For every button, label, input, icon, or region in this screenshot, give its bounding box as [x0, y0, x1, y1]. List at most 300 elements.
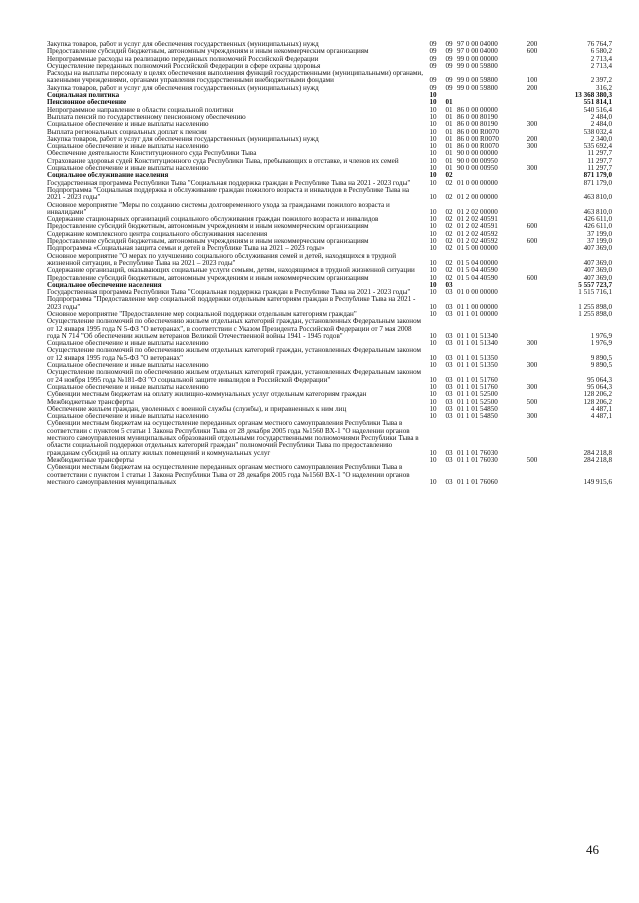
row-section-code: 10 — [429, 398, 437, 406]
row-name: Осуществление полномочий по обеспечению жильем отдельных категорий граждан, установленных Федеральным законом от 24 ноября 1995 года №181-ФЗ "О социальной защите инвалидов в Российской Федерации" — [47, 369, 421, 384]
row-name: Непрограммное направление в области социальной политики — [47, 106, 234, 114]
row-target-article-code: 99 0 00 59800 — [457, 84, 498, 92]
row-target-article-code: 99 0 00 59800 — [457, 62, 498, 70]
row-expense-type-code: 200 — [526, 135, 538, 143]
row-name: Социальное обеспечение и иные выплаты населению — [47, 362, 209, 370]
row-name: Основное мероприятие "Меры по созданию системы долговременного ухода за гражданами пожилого возраста и инвалидами" — [47, 201, 390, 216]
row-section-code: 10 — [429, 113, 437, 121]
row-expense-type-code — [521, 114, 543, 121]
row-section-code: 10 — [429, 405, 437, 413]
row-expense-type-code — [521, 245, 543, 252]
row-name: Расходы на выплаты персоналу в целях обеспечения выполнения функций государственными (муниципальными) органами, казенными учреждениями, органами управления государственными внебюджетными фондами — [47, 70, 423, 85]
row-amount: 426 611,0 — [583, 216, 612, 224]
row-amount: 128 206,2 — [583, 391, 612, 399]
row-section-code: 10 — [429, 143, 437, 151]
row-expense-type-code: 300 — [526, 383, 538, 391]
table-row — [47, 172, 612, 179]
row-expense-type-code: 600 — [526, 238, 538, 246]
row-expense-type-code: 500 — [526, 456, 538, 464]
table-row — [47, 362, 612, 369]
table-row — [47, 202, 612, 217]
row-subsection-code: 09 — [445, 62, 453, 70]
table-row — [47, 187, 612, 202]
row-amount: 871 179,0 — [583, 179, 612, 187]
row-section-code: 10 — [429, 157, 437, 165]
row-name: Субвенции местным бюджетам на осуществление переданных органам местного самоуправления Республики Тыва в соответствии с пунктом 1 статьи 1 Закона Республики Тыва от 28 декабря 2005 года №1560 ВХ-1 "О наделении органов местного самоуправления муниципальных — [47, 464, 410, 486]
row-target-article-code: 01 1 01 51340 — [457, 331, 498, 340]
table-row — [47, 464, 612, 486]
row-section-code: 10 — [429, 310, 437, 318]
row-name: Обеспечение деятельности Конституционного суда Республики Тыва — [47, 150, 257, 158]
table-row — [47, 92, 612, 99]
row-section-code: 10 — [429, 150, 437, 158]
row-target-article-code: 97 0 00 04000 — [457, 41, 498, 48]
row-amount: 1 976,9 — [590, 340, 612, 348]
table-row — [47, 114, 612, 121]
row-amount: 463 810,0 — [583, 193, 612, 202]
row-expense-type-code — [521, 253, 543, 268]
row-target-article-code: 99 0 00 59800 — [457, 76, 498, 85]
table-row — [47, 48, 612, 55]
row-name: Предоставление субсидий бюджетным, автономным учреждениям и иным некоммерческим организациям — [47, 223, 369, 231]
row-section-code: 10 — [429, 179, 437, 187]
row-expense-type-code — [521, 158, 543, 165]
row-target-article-code: 01 2 02 40592 — [457, 238, 498, 246]
row-target-article-code — [457, 99, 521, 106]
row-target-article-code: 01 1 00 00000 — [457, 302, 498, 311]
row-expense-type-code — [521, 56, 543, 63]
row-amount: 11 297,7 — [587, 150, 612, 158]
table-row — [47, 275, 612, 282]
row-name: Закупка товаров, работ и услуг для обеспечения государственных (муниципальных) нужд — [47, 84, 319, 92]
table-row — [47, 129, 612, 136]
row-target-article-code: 01 0 00 00000 — [457, 179, 498, 187]
row-expense-type-code: 300 — [526, 121, 538, 129]
row-expense-type-code: 200 — [526, 41, 538, 48]
row-section-code: 10 — [429, 281, 437, 289]
row-subsection-code: 02 — [445, 172, 453, 180]
table-row — [47, 245, 612, 252]
table-row — [47, 158, 612, 165]
row-subsection-code: 02 — [445, 274, 453, 282]
row-name: Социальное обеспечение и иные выплаты населению — [47, 383, 209, 391]
table-row — [47, 406, 612, 413]
row-name: Содержание организаций, оказывающих социальные услуги семьям, детям, находящимся в трудной жизненной ситуации — [47, 267, 415, 275]
row-name: Подпрограмма "Социальная поддержка и обслуживание граждан пожилого возраста и инвалидов в Республике Тыва на 2021 - 2023 годы" — [47, 186, 410, 202]
row-name: Осуществление переданных полномочий Российской Федерации в сфере охраны здоровья — [47, 62, 321, 70]
row-subsection-code: 03 — [445, 281, 453, 289]
row-name: Социальное обеспечение и иные выплаты населению — [47, 143, 209, 151]
row-subsection-code: 03 — [445, 477, 453, 486]
row-amount: 37 199,0 — [587, 230, 612, 238]
table-row — [47, 420, 612, 456]
table-row — [47, 121, 612, 128]
row-name: Социальное обеспечение и иные выплаты населению — [47, 121, 209, 129]
row-section-code: 10 — [429, 172, 437, 180]
row-subsection-code: 02 — [445, 207, 453, 216]
row-subsection-code: 02 — [445, 223, 453, 231]
row-name: Межбюджетные трансферты — [47, 456, 134, 464]
row-name: Осуществление полномочий по обеспечению жильем отдельных категорий граждан, установленных Федеральным законом от 12 января 1995 года №5-ФЗ "О ветеранах" — [47, 347, 421, 362]
row-target-article-code: 01 5 04 40590 — [457, 267, 498, 275]
row-expense-type-code — [521, 311, 543, 318]
row-section-code: 10 — [429, 477, 437, 486]
row-subsection-code: 03 — [445, 331, 453, 340]
row-expense-type-code — [521, 464, 543, 486]
table-row — [47, 267, 612, 274]
row-amount: 95 064,3 — [587, 383, 612, 391]
row-section-code: 10 — [429, 274, 437, 282]
row-amount: 407 369,0 — [583, 258, 612, 267]
row-name: Межбюджетные трансферты — [47, 398, 134, 406]
row-expense-type-code — [521, 150, 543, 157]
row-amount: 9 890,5 — [590, 362, 612, 370]
row-expense-type-code: 300 — [526, 413, 538, 421]
table-row — [47, 180, 612, 187]
row-target-article-code: 01 1 01 54850 — [457, 405, 498, 413]
table-row — [47, 399, 612, 406]
row-name: Пенсионное обеспечение — [47, 99, 127, 107]
row-name: Подпрограмма «Социальная защита семьи и детей в Республике Тыва на 2021 – 2023 годы» — [47, 245, 325, 253]
table-row — [47, 56, 612, 63]
row-target-article-code: 01 1 01 51350 — [457, 353, 498, 362]
row-expense-type-code — [521, 180, 543, 187]
row-amount: 128 206,2 — [583, 398, 612, 406]
row-name: Государственная программа Республики Тыва "Социальная поддержка граждан в Республике Тыва на 2021 - 2023 годы" — [47, 289, 411, 297]
row-target-article-code: 90 0 00 00950 — [457, 157, 498, 165]
row-amount: 1 255 898,0 — [578, 310, 612, 318]
row-target-article-code: 86 0 00 00000 — [457, 106, 498, 114]
row-name: Содержание стационарных организаций социального обслуживания граждан пожилого возраста и инвалидов — [47, 216, 379, 224]
table-row — [47, 289, 612, 296]
table-row — [47, 99, 612, 106]
row-expense-type-code — [521, 289, 543, 296]
row-subsection-code: 01 — [445, 121, 453, 129]
row-target-article-code: 86 0 00 R0070 — [457, 143, 499, 151]
row-amount: 2 397,2 — [590, 76, 612, 85]
row-section-code: 10 — [429, 375, 437, 384]
table-row — [47, 136, 612, 143]
row-target-article-code: 01 5 00 00000 — [457, 245, 498, 253]
table-row — [47, 63, 612, 70]
row-amount: 2 340,0 — [590, 135, 612, 143]
row-section-code: 10 — [429, 92, 437, 100]
budget-table — [47, 41, 612, 486]
row-target-article-code — [457, 282, 521, 289]
row-expense-type-code — [521, 99, 543, 106]
row-expense-type-code — [521, 347, 543, 362]
row-subsection-code: 03 — [445, 448, 453, 457]
row-name: Выплата пенсий по государственному пенсионному обеспечению — [47, 113, 246, 121]
table-row — [47, 107, 612, 114]
row-amount: 407 369,0 — [583, 267, 612, 275]
row-target-article-code: 90 0 00 00950 — [457, 165, 498, 173]
row-target-article-code: 01 1 01 51760 — [457, 383, 498, 391]
row-subsection-code: 03 — [445, 456, 453, 464]
row-section-code: 10 — [429, 448, 437, 457]
row-target-article-code: 01 5 04 40590 — [457, 274, 498, 282]
table-row — [47, 340, 612, 347]
row-expense-type-code — [521, 231, 543, 238]
row-subsection-code: 03 — [445, 353, 453, 362]
row-section-code: 10 — [429, 135, 437, 143]
row-target-article-code: 99 0 00 00000 — [457, 55, 498, 63]
row-amount: 6 580,2 — [590, 48, 612, 56]
row-section-code: 10 — [429, 391, 437, 399]
row-name: Предоставление субсидий бюджетным, автономным учреждениям и иным некоммерческим организациям — [47, 274, 369, 282]
budget-table-body — [47, 41, 612, 486]
row-expense-type-code: 200 — [526, 84, 538, 92]
row-expense-type-code: 600 — [526, 223, 538, 231]
row-target-article-code: 97 0 00 04000 — [457, 48, 498, 56]
row-target-article-code: 86 0 00 80190 — [457, 113, 498, 121]
row-expense-type-code — [521, 369, 543, 384]
row-amount: 426 611,0 — [583, 223, 612, 231]
row-subsection-code — [441, 92, 457, 99]
row-subsection-code: 09 — [445, 76, 453, 85]
row-section-code: 10 — [429, 99, 437, 107]
row-section-code: 10 — [429, 353, 437, 362]
table-row — [47, 216, 612, 223]
row-target-article-code: 01 1 01 76030 — [457, 448, 498, 457]
row-expense-type-code: 100 — [526, 76, 538, 85]
row-target-article-code — [457, 92, 521, 99]
table-row — [47, 41, 612, 48]
row-name: Субвенции местным бюджетам на оплату жилищно-коммунальных услуг отдельным категориям граждан — [47, 391, 367, 399]
row-subsection-code: 02 — [445, 258, 453, 267]
table-row — [47, 70, 612, 85]
row-name: Социальное обслуживание населения — [47, 172, 169, 180]
page-number: 46 — [586, 842, 599, 857]
row-expense-type-code — [521, 202, 543, 217]
row-expense-type-code — [521, 172, 543, 179]
row-target-article-code: 01 1 01 51350 — [457, 362, 498, 370]
table-row — [47, 253, 612, 268]
row-expense-type-code — [521, 318, 543, 340]
row-section-code: 10 — [429, 413, 437, 421]
row-subsection-code: 01 — [445, 128, 453, 136]
row-section-code: 10 — [429, 121, 437, 129]
row-name: Социальное обеспечение и иные выплаты населению — [47, 340, 209, 348]
row-name: Осуществление полномочий по обеспечению жильем отдельных категорий граждан, установленных Федеральным законом от 12 января 1995 года N 5-ФЗ "О ветеранах", в соответствии с Указом Президента Российской Федерации от 7 мая 2008 года N 714 "Об обеспечении жильем ветеранов Великой Отечественной войны 1941 - 1945 годов" — [47, 318, 421, 340]
row-subsection-code: 03 — [445, 405, 453, 413]
table-row — [47, 150, 612, 157]
row-section-code: 09 — [429, 76, 437, 85]
row-name: Непрограммные расходы на реализацию переданных полномочий Российской Федерации — [47, 55, 319, 63]
row-amount: 11 297,7 — [587, 157, 612, 165]
row-name: Предоставление субсидий бюджетным, автономным учреждениям и иным некоммерческим организациям — [47, 48, 369, 56]
row-amount: 76 764,7 — [587, 41, 612, 48]
row-name: Обеспечение жильем граждан, уволенных с военной службы (службы), и приравненных к ним лиц — [47, 405, 347, 413]
row-section-code: 10 — [429, 456, 437, 464]
row-subsection-code: 03 — [445, 340, 453, 348]
row-amount: 407 369,0 — [583, 274, 612, 282]
row-target-article-code: 01 2 00 00000 — [457, 193, 498, 202]
row-section-code: 10 — [429, 230, 437, 238]
row-amount: 871 179,0 — [583, 172, 612, 180]
row-section-code: 10 — [429, 245, 437, 253]
row-amount: 2 484,0 — [590, 121, 612, 129]
row-subsection-code: 01 — [445, 106, 453, 114]
row-section-code: 10 — [429, 340, 437, 348]
row-subsection-code: 02 — [445, 216, 453, 224]
table-row — [47, 143, 612, 150]
row-amount: 407 369,0 — [583, 245, 612, 253]
row-section-code: 10 — [429, 302, 437, 311]
row-target-article-code: 01 1 01 00000 — [457, 310, 498, 318]
row-expense-type-code — [521, 420, 543, 456]
row-subsection-code: 09 — [445, 55, 453, 63]
row-subsection-code: 01 — [445, 165, 453, 173]
row-subsection-code: 02 — [445, 230, 453, 238]
row-amount: 463 810,0 — [583, 207, 612, 216]
row-amount: 535 692,4 — [583, 143, 612, 151]
row-expense-type-code: 300 — [526, 143, 538, 151]
row-subsection-code: 01 — [445, 157, 453, 165]
row-expense-type-code — [521, 267, 543, 274]
row-amount: 540 516,4 — [583, 106, 612, 114]
row-amount: 4 487,1 — [590, 413, 612, 421]
row-name: Социальное обеспечение и иные выплаты населению — [47, 165, 209, 173]
row-section-code: 09 — [429, 84, 437, 92]
table-row — [47, 318, 612, 340]
row-target-article-code: 01 1 01 76060 — [457, 477, 498, 486]
row-section-code: 10 — [429, 216, 437, 224]
table-row — [47, 282, 612, 289]
row-section-code: 10 — [429, 238, 437, 246]
row-subsection-code: 03 — [445, 398, 453, 406]
row-target-article-code: 01 2 02 40592 — [457, 230, 498, 238]
row-name: Закупка товаров, работ и услуг для обеспечения государственных (муниципальных) нужд — [47, 135, 319, 143]
table-row — [47, 223, 612, 230]
row-expense-type-code — [521, 107, 543, 114]
table-row — [47, 296, 612, 311]
row-subsection-code: 03 — [445, 362, 453, 370]
table-row — [47, 457, 612, 464]
row-target-article-code: 01 5 04 00000 — [457, 258, 498, 267]
row-amount: 11 297,7 — [587, 165, 612, 173]
table-row — [47, 384, 612, 391]
row-expense-type-code: 300 — [526, 340, 538, 348]
row-subsection-code: 09 — [445, 41, 453, 48]
row-section-code: 10 — [429, 106, 437, 114]
row-name: Подпрограмма "Предоставление мер социальной поддержки отдельным категориям граждан в Республике Тыва на 2021 - 2023 годы" — [47, 296, 416, 311]
row-section-code: 09 — [429, 62, 437, 70]
row-amount: 95 064,3 — [587, 375, 612, 384]
row-target-article-code: 01 1 01 51760 — [457, 375, 498, 384]
row-target-article-code: 01 0 00 00000 — [457, 289, 498, 297]
row-section-code: 09 — [429, 41, 437, 48]
row-section-code: 10 — [429, 128, 437, 136]
row-amount: 149 915,6 — [583, 477, 612, 486]
row-amount: 1 515 716,1 — [578, 289, 612, 297]
row-expense-type-code — [521, 296, 543, 311]
row-amount: 5 557 723,7 — [578, 281, 612, 289]
row-subsection-code: 03 — [445, 375, 453, 384]
row-amount: 37 199,0 — [587, 238, 612, 246]
row-subsection-code: 02 — [445, 267, 453, 275]
row-expense-type-code: 300 — [526, 165, 538, 173]
row-expense-type-code: 300 — [526, 362, 538, 370]
row-subsection-code: 02 — [445, 245, 453, 253]
row-expense-type-code — [521, 406, 543, 413]
row-amount: 1 976,9 — [590, 331, 612, 340]
row-target-article-code: 01 1 01 54850 — [457, 413, 498, 421]
row-expense-type-code — [521, 282, 543, 289]
row-amount: 284 218,8 — [583, 448, 612, 457]
row-target-article-code: 01 1 01 51340 — [457, 340, 498, 348]
row-subsection-code: 01 — [445, 113, 453, 121]
row-section-code: 10 — [429, 362, 437, 370]
table-row — [47, 231, 612, 238]
row-expense-type-code — [521, 391, 543, 398]
row-target-article-code: 01 1 01 52500 — [457, 391, 498, 399]
row-subsection-code: 03 — [445, 289, 453, 297]
row-section-code: 09 — [429, 55, 437, 63]
row-subsection-code: 02 — [445, 193, 453, 202]
row-section-code: 10 — [429, 193, 437, 202]
row-subsection-code: 02 — [445, 179, 453, 187]
row-name: Субвенции местным бюджетам на осуществление переданных органам местного самоуправления Республики Тыва в соответствии с пунктом 5 статьи 1 Закона Республики Тыва от 28 декабря 2005 года №1560 ВХ-1 "О наделении органов местного самоуправления муниципальных образований отдельными государственными полномочиями Республики Тыва в области социальной поддержки отдельных категорий граждан" полномочий Республики Тыва по предоставлению гражданам субсидий на оплату жилых помещений и коммунальных услуг — [47, 420, 419, 457]
table-row — [47, 391, 612, 398]
row-name: Закупка товаров, работ и услуг для обеспечения государственных (муниципальных) нужд — [47, 41, 319, 48]
row-subsection-code: 01 — [445, 143, 453, 151]
row-amount: 2 484,0 — [590, 113, 612, 121]
row-subsection-code: 01 — [445, 99, 453, 107]
row-name: Социальное обеспечение населения — [47, 281, 162, 289]
table-row — [47, 165, 612, 172]
row-name: Страхование здоровья судей Конституционного суда Республики Тыва, пребывающих в отставке, и членов их семей — [47, 157, 399, 165]
row-subsection-code: 03 — [445, 383, 453, 391]
row-amount: 2 713,4 — [590, 62, 612, 70]
row-amount: 538 032,4 — [583, 128, 612, 136]
row-expense-type-code: 500 — [526, 398, 538, 406]
row-subsection-code: 01 — [445, 135, 453, 143]
table-row — [47, 311, 612, 318]
row-subsection-code: 09 — [445, 84, 453, 92]
row-target-article-code: 86 0 00 80190 — [457, 121, 498, 129]
row-section-code: 10 — [429, 267, 437, 275]
row-section-code: 10 — [429, 223, 437, 231]
row-expense-type-code: 600 — [526, 48, 538, 56]
row-expense-type-code: 600 — [526, 274, 538, 282]
row-subsection-code: 03 — [445, 391, 453, 399]
row-name: Содержание комплексного центра социального обслуживания населения — [47, 230, 268, 238]
row-name: Предоставление субсидий бюджетным, автономным учреждениям и иным некоммерческим организациям — [47, 238, 369, 246]
row-target-article-code: 01 2 02 40591 — [457, 223, 498, 231]
row-amount: 2 713,4 — [590, 55, 612, 63]
row-name: Основное мероприятие "Предоставление мер социальной поддержки отдельным категориям граждан" — [47, 310, 357, 318]
row-section-code: 10 — [429, 289, 437, 297]
row-section-code: 09 — [429, 48, 437, 56]
row-name: Социальное обеспечение и иные выплаты населению — [47, 413, 209, 421]
row-name: Государственная программа Республики Тыва "Социальная поддержка граждан в Республике Тыва на 2021 - 2023 годы" — [47, 179, 411, 187]
row-expense-type-code — [521, 129, 543, 136]
row-subsection-code: 01 — [445, 150, 453, 158]
row-expense-type-code — [521, 187, 543, 202]
table-row — [47, 413, 612, 420]
row-amount: 284 218,8 — [583, 456, 612, 464]
row-target-article-code: 90 0 00 00000 — [457, 150, 498, 158]
row-target-article-code: 86 0 00 R0070 — [457, 128, 499, 136]
row-expense-type-code — [521, 92, 543, 99]
row-target-article-code: 01 1 01 52500 — [457, 398, 498, 406]
row-section-code: 10 — [429, 383, 437, 391]
row-target-article-code: 01 2 02 40591 — [457, 216, 498, 224]
row-target-article-code — [457, 172, 521, 179]
row-name: Выплата региональных социальных доплат к пенсии — [47, 128, 207, 136]
row-section-code: 10 — [429, 258, 437, 267]
